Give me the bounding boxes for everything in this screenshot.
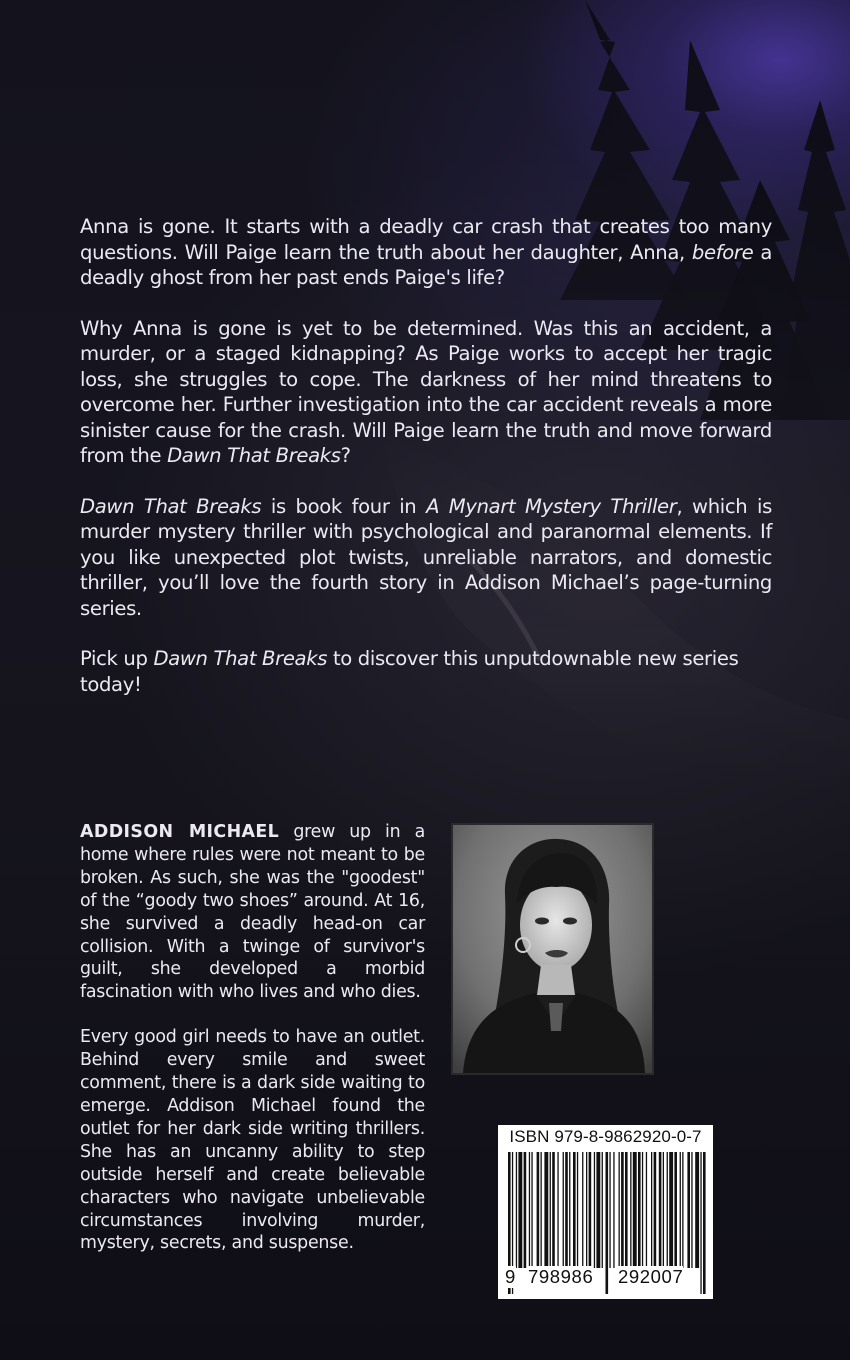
- barcode-bar: [594, 1152, 595, 1268]
- barcode-bar: [606, 1152, 609, 1294]
- barcode-bar: [619, 1152, 620, 1268]
- blurb-text: Why Anna is gone is yet to be determined. Was this an accident, a murder, or a staged kidnapping? As Paige works to accept her tragic loss, she struggles to cope. The darkness of her mind threatens to overcome her. Further investigation into the car accident reveals a more sinister cause for the crash. Will Paige learn the truth and move forward from the: [80, 316, 772, 467]
- blurb-book-title: Dawn That Breaks: [167, 444, 341, 467]
- barcode-bar: [544, 1152, 548, 1268]
- barcode-bar: [516, 1152, 517, 1268]
- barcode-left-digits: 798986: [528, 1266, 594, 1287]
- blurb-text: Anna is gone. It starts with a deadly car crash that creates too many questions. Will Paige learn the truth about her daughter, Anna,: [80, 215, 772, 264]
- barcode-bar: [625, 1152, 628, 1268]
- author-bio-text: grew up in a home where rules were not meant to be broken. As such, she was the "goodest" of the “goody two shoes” around. At 16, she survived a deadly head-on car collision. With a twinge of survivor's guilt, she developed a morbid fascination with who lives and who dies.: [80, 822, 425, 1003]
- barcode-bar: [537, 1152, 540, 1268]
- barcode-bar: [563, 1152, 564, 1268]
- barcode-bar: [518, 1152, 522, 1268]
- barcode-bar: [569, 1152, 570, 1268]
- blurb-emphasis: before: [691, 240, 754, 264]
- blurb-paragraph-4: [80, 646, 772, 697]
- barcode-bar: [695, 1152, 699, 1268]
- barcode-bar: [557, 1152, 558, 1268]
- barcode-bar: [596, 1152, 600, 1268]
- isbn-label: ISBN 979-8-9862920-0-7: [509, 1127, 702, 1146]
- barcode-bar: [663, 1152, 664, 1268]
- barcode-bar: [609, 1152, 610, 1268]
- blurb-text: ?: [340, 444, 351, 467]
- blurb-text: is book four in: [261, 494, 427, 518]
- barcode-bar: [552, 1152, 555, 1268]
- barcode-bar: [654, 1152, 657, 1268]
- barcode-bar: [602, 1152, 603, 1268]
- barcode-bar: [524, 1152, 527, 1268]
- barcode-bar: [703, 1152, 706, 1294]
- barcode-bar: [621, 1152, 624, 1268]
- barcode-bar: [529, 1152, 530, 1268]
- barcode-bar: [680, 1152, 681, 1268]
- book-blurb: [80, 214, 772, 722]
- barcode-bar: [550, 1152, 551, 1268]
- barcode-bar: [651, 1152, 652, 1268]
- barcode-bar: [674, 1152, 677, 1268]
- barcode-bar: [638, 1152, 641, 1268]
- blurb-book-title: Dawn That Breaks: [80, 494, 262, 518]
- barcode-lead-digit: 9: [505, 1266, 516, 1287]
- barcode-bar: [687, 1152, 690, 1268]
- barcode-bar: [646, 1152, 647, 1268]
- author-name: ADDISON MICHAEL: [80, 822, 280, 842]
- barcode-bar: [613, 1152, 614, 1268]
- barcode-bar: [565, 1152, 568, 1268]
- author-bio-paragraph-2: Every good girl needs to have an outlet. Behind every smile and sweet comment, there is a dark side waiting to emerge. Addison Michael found the outlet for her dark side writing thrillers. She has an uncanny ability to step outside herself and create believable characters who navigate unbelievable circumstances involving murder, mystery, secrets, and suspense.: [80, 1027, 425, 1254]
- barcode-bar: [633, 1152, 637, 1268]
- author-photo: [451, 823, 654, 1075]
- blurb-series-title: A Mynart Mystery Thriller: [426, 494, 677, 518]
- blurb-paragraph-3: [80, 494, 772, 622]
- barcode-bar: [682, 1152, 683, 1268]
- barcode-bar: [586, 1152, 587, 1268]
- blurb-book-title: Dawn That Breaks: [153, 647, 328, 670]
- barcode-bar: [659, 1152, 662, 1268]
- blurb-text: to discover this unputdownable new series today!: [80, 647, 739, 696]
- author-bio-paragraph-1: [80, 821, 425, 1004]
- barcode-bar: [582, 1152, 583, 1268]
- author-bio: [80, 821, 425, 1277]
- barcode-bar: [669, 1152, 673, 1268]
- barcode-bar: [589, 1152, 592, 1268]
- barcode-bar: [642, 1152, 643, 1268]
- isbn-barcode: [498, 1125, 713, 1299]
- barcode-bar: [700, 1152, 701, 1294]
- barcode-bar: [577, 1152, 578, 1268]
- barcode-bar: [541, 1152, 542, 1268]
- blurb-paragraph-2: [80, 316, 772, 469]
- blurb-text: Pick up: [80, 647, 154, 670]
- barcode-bar: [667, 1152, 668, 1268]
- blurb-text: , which is murder mystery thriller with psychological and paranormal elements. If you like unexpected plot twists, unreliable narrators, and domestic thriller, you’ll love the fourth story in Addison Michael’s page-turning series.: [80, 494, 772, 620]
- author-portrait: [453, 825, 652, 1073]
- barcode-bar: [573, 1152, 576, 1268]
- barcode-right-digits: 292007: [618, 1266, 684, 1287]
- blurb-paragraph-1: [80, 214, 772, 291]
- barcode-bar: [630, 1152, 631, 1268]
- barcode-bar: [531, 1152, 532, 1268]
- blurb-text: a deadly ghost from her past ends Paige's life?: [80, 240, 772, 289]
- barcode-bar: [691, 1152, 692, 1268]
